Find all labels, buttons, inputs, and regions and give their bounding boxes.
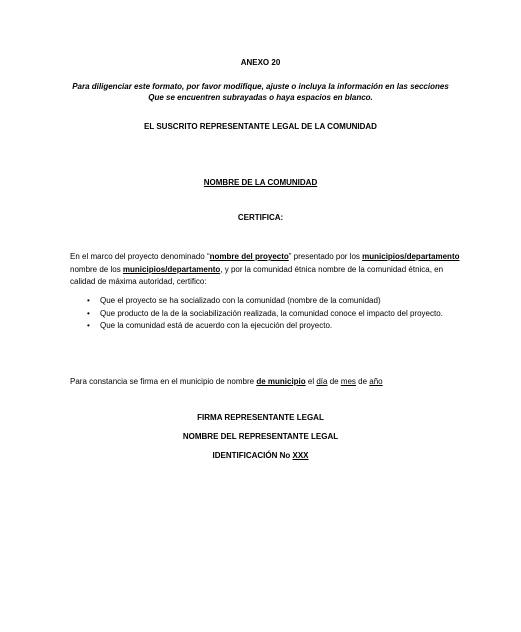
instructions-line-1: Para diligenciar este formato, por favor modifique, ajuste o incluya la información en las secciones	[72, 82, 449, 91]
municipalities-field-1: municipios/departamento	[362, 252, 460, 261]
certifies-heading: CERTIFICA:	[237, 213, 284, 222]
list-item: • Que producto de la de la sociabilización realizada, la comunidad conoce el impacto del proyecto.	[70, 308, 470, 321]
representative-name: NOMBRE DEL REPRESENTANTE LEGAL	[182, 432, 339, 441]
year-field: año	[369, 377, 383, 386]
identification-number: XXX	[292, 451, 309, 460]
day-field: día	[316, 377, 328, 386]
signature-line: FIRMA REPRESENTANTE LEGAL	[197, 413, 324, 422]
instructions-line-2: Que se encuentren subrayadas o haya espacios en blanco.	[148, 93, 373, 102]
closing-paragraph: Para constancia se firma en el municipio de nombre de municipio el día de mes de año	[70, 377, 383, 386]
body-paragraph: En el marco del proyecto denominado “nombre del proyecto” presentado por los municipios/departamento nombre de los municipios/departamento, y por la comunidad étnica nombre de la comunidad étnica, en calidad de máxima autoridad, certifico:	[70, 252, 460, 286]
municipality-field: de municipio	[256, 377, 306, 386]
municipalities-field-2: municipios/departamento	[122, 264, 221, 274]
list-item: • Que la comunidad está de acuerdo con la ejecución del proyecto.	[70, 320, 470, 333]
list-item: • Que el proyecto se ha socializado con la comunidad (nombre de la comunidad)	[70, 295, 470, 308]
annex-title: ANEXO 20	[240, 58, 281, 67]
month-field: mes	[340, 377, 356, 386]
signatory-heading: EL SUSCRITO REPRESENTANTE LEGAL DE LA COMUNIDAD	[144, 122, 377, 131]
project-name-field: nombre del proyecto	[209, 252, 289, 261]
community-name: NOMBRE DE LA COMUNIDAD	[203, 178, 318, 187]
identification-line: IDENTIFICACIÓN No XXX	[212, 451, 309, 460]
certification-list	[70, 295, 470, 333]
